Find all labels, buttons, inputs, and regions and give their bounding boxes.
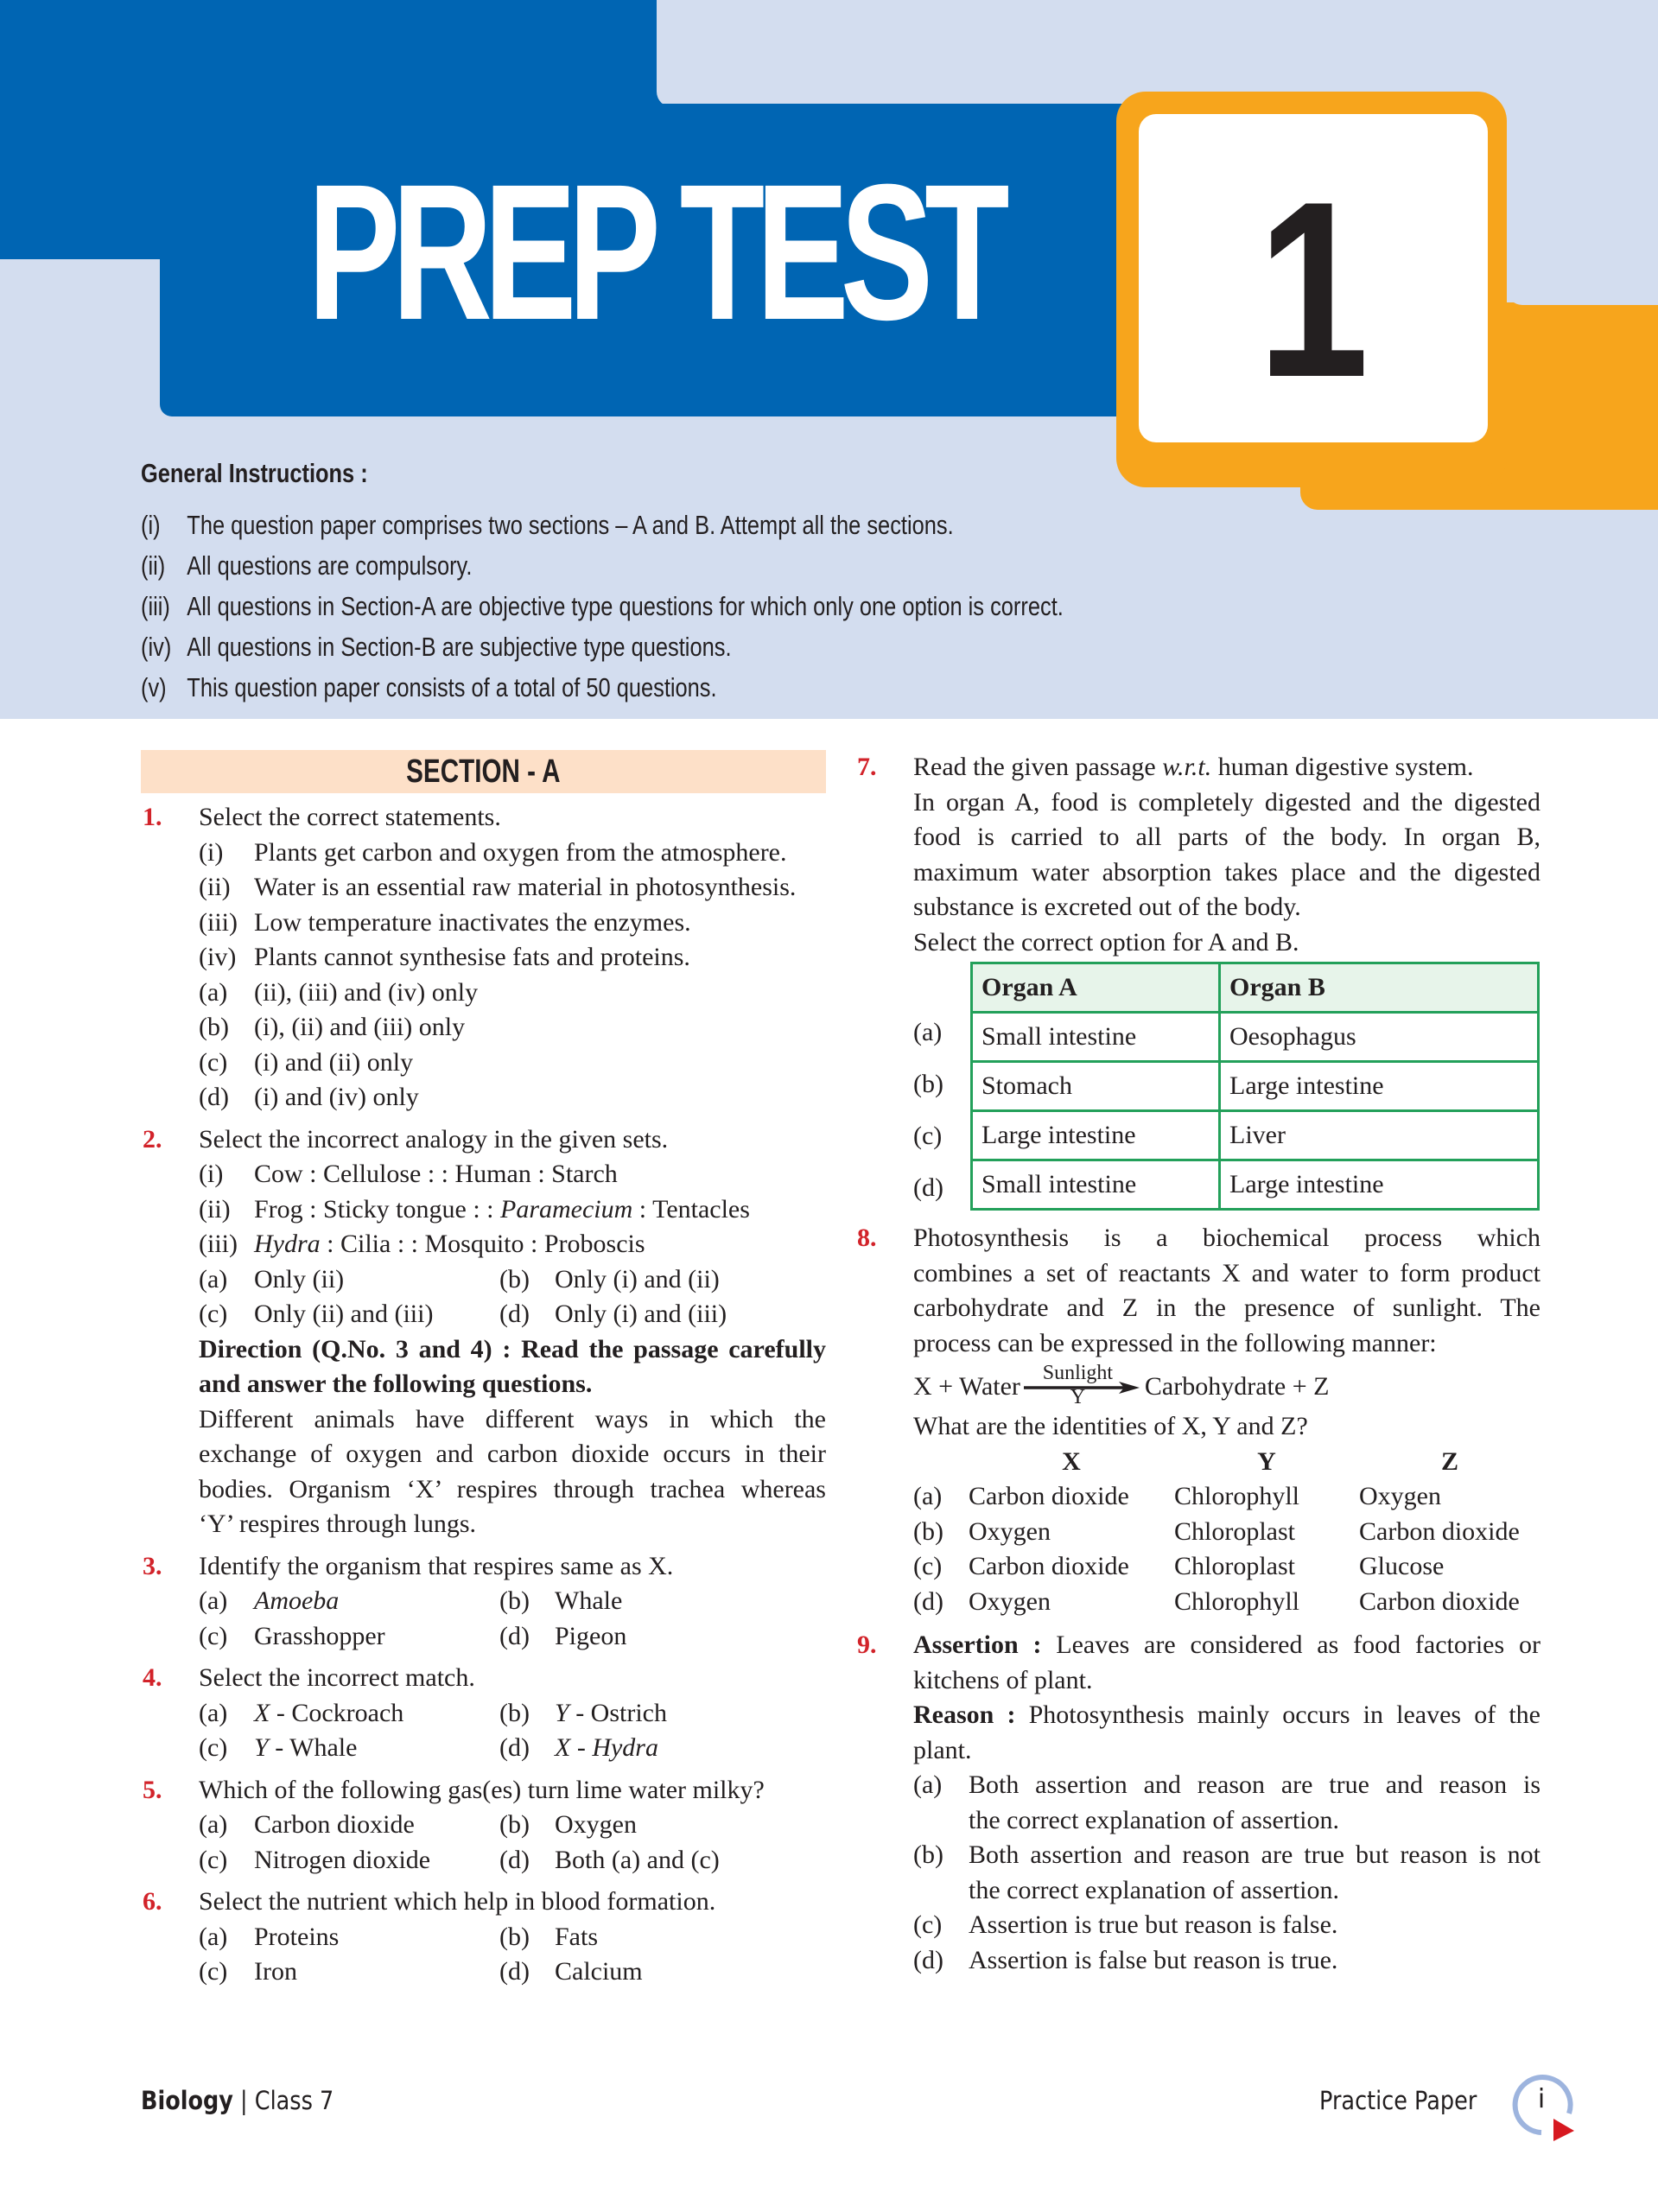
instruction-item: (iv) All questions in Section-B are subjective type questions.	[141, 632, 732, 662]
passage-line: Different animals have different ways in which the	[199, 1404, 826, 1433]
options-grid	[199, 1696, 826, 1766]
table-row[interactable]	[972, 1013, 1539, 1062]
option[interactable]: (b) Whale	[499, 1586, 623, 1615]
question-2	[141, 1122, 826, 1542]
header-band	[0, 0, 1658, 719]
option[interactable]: (b) Both assertion and reason are true but reason is not the correct explanation of assertion.	[913, 1840, 1540, 1904]
option-z: Carbon dioxide	[1359, 1586, 1520, 1616]
question-stem: Read the given passage w.r.t. human digestive system.	[913, 753, 1474, 781]
reason-line: Reason : Photosynthesis mainly occurs in leaves of the	[913, 1700, 1540, 1729]
table-cell: Small intestine	[972, 1013, 1220, 1062]
option-z: Carbon dioxide	[1359, 1516, 1520, 1546]
organ-table	[970, 962, 1540, 1211]
reason-line: plant.	[913, 1735, 972, 1764]
question-6	[141, 1885, 826, 1990]
option[interactable]: (b) Fats	[499, 1922, 599, 1951]
statement: (iv) Plants cannot synthesise fats and proteins.	[199, 943, 690, 971]
option-label[interactable]: (a)	[913, 1482, 943, 1510]
option[interactable]: (a) Amoeba	[199, 1586, 340, 1615]
row-label: (b)	[913, 1070, 943, 1098]
option[interactable]: (c) Nitrogen dioxide	[199, 1845, 431, 1874]
question-number: 7.	[857, 753, 877, 781]
question-number: 2.	[143, 1124, 162, 1154]
table-cell: Stomach	[972, 1062, 1220, 1111]
question-stem: Select the incorrect match.	[199, 1663, 475, 1692]
instruction-item: (i) The question paper comprises two sections – A and B. Attempt all the sections.	[141, 510, 954, 540]
table-header: Organ B	[1220, 963, 1539, 1013]
arrow-catalyst: Y	[1070, 1386, 1086, 1408]
option-label[interactable]: (b)	[913, 1516, 943, 1546]
passage-line: combines a set of reactants X and water to form product	[913, 1258, 1540, 1287]
option-x: Carbon dioxide	[969, 1552, 1129, 1580]
instruction-item: (ii) All questions are compulsory.	[141, 550, 473, 581]
statement: (i) Plants get carbon and oxygen from the atmosphere.	[199, 837, 787, 867]
option[interactable]: (d) Pigeon	[499, 1621, 627, 1650]
statement: (iii) Hydra : Cilia : : Mosquito : Proboscis	[199, 1230, 645, 1258]
reaction-rhs: Carbohydrate + Z	[1144, 1371, 1330, 1401]
question-9	[855, 1628, 1540, 1978]
passage-line: carbohydrate and Z in the presence of sunlight. The	[913, 1294, 1540, 1322]
option[interactable]: (d) X - Hydra	[499, 1733, 658, 1762]
table-header-row	[972, 963, 1539, 1013]
header-light-notch	[1507, 92, 1658, 305]
option[interactable]: (a) Only (ii)	[199, 1264, 345, 1294]
question-number: 1.	[143, 803, 162, 831]
direction-heading: and answer the following questions.	[199, 1370, 593, 1398]
option[interactable]: (a) Both assertion and reason are true and reason is the correct explanation of assertion.	[913, 1770, 1540, 1834]
question-stem: Select the incorrect analogy in the given sets.	[199, 1124, 669, 1154]
organ-table-wrap	[913, 962, 1540, 1211]
question-number: 8.	[857, 1224, 877, 1252]
option[interactable]: (c) Iron	[199, 1957, 297, 1986]
passage-line: Photosynthesis is a biochemical process which	[913, 1224, 1540, 1252]
option-label[interactable]: (d)	[913, 1586, 943, 1616]
table-cell: Liver	[1220, 1111, 1539, 1160]
option[interactable]: (a) (ii), (iii) and (iv) only	[199, 977, 479, 1007]
assertion-line: kitchens of plant.	[913, 1665, 1093, 1694]
option[interactable]: (d) Only (i) and (iii)	[499, 1300, 727, 1328]
option[interactable]: (a) Proteins	[199, 1922, 340, 1951]
header-blue-block	[0, 0, 160, 251]
row-label: (c)	[913, 1122, 943, 1150]
right-column	[855, 750, 1540, 1985]
passage-line: ‘Y’ respires through lungs.	[199, 1510, 477, 1538]
question-8	[855, 1221, 1540, 1619]
question-number: 3.	[143, 1551, 162, 1580]
passage-line: bodies. Organism ‘X’ respires through trachea whereas	[199, 1474, 826, 1503]
option-y: Chlorophyll	[1174, 1482, 1300, 1510]
table-cell: Oesophagus	[1220, 1013, 1539, 1062]
reaction-equation	[913, 1364, 1540, 1409]
question-number: 5.	[143, 1775, 162, 1804]
passage-line: In organ A, food is completely digested and the digested	[913, 787, 1540, 817]
table-header: Organ A	[972, 963, 1220, 1013]
option-x: Oxygen	[969, 1586, 1051, 1616]
option-x: Oxygen	[969, 1516, 1051, 1546]
option[interactable]: (a) X - Cockroach	[199, 1698, 404, 1727]
page-number-badge	[1500, 2065, 1586, 2152]
options-grid	[199, 1808, 826, 1878]
instruction-item: (iii) All questions in Section-A are objective type questions for which only one option is correct.	[141, 591, 1064, 621]
passage-line: food is carried to all parts of the body. In organ B,	[913, 823, 1540, 851]
table-cell: Small intestine	[972, 1160, 1220, 1210]
direction-heading: Direction (Q.No. 3 and 4) : Read the passage carefully	[199, 1334, 826, 1363]
header-orange-tab	[1507, 302, 1658, 389]
instructions-list	[141, 505, 1266, 708]
question-4	[141, 1661, 826, 1766]
row-label: (d)	[913, 1173, 943, 1202]
question-prompt: What are the identities of X, Y and Z?	[913, 1412, 1308, 1440]
table-row[interactable]	[972, 1062, 1539, 1111]
question-stem: Identify the organism that respires same as X.	[199, 1551, 674, 1580]
option[interactable]: (c) (i) and (ii) only	[199, 1047, 414, 1077]
xyz-options	[913, 1445, 1540, 1620]
footer-separator: |	[240, 2086, 248, 2115]
options-grid	[199, 1262, 826, 1332]
table-cell: Large intestine	[1220, 1160, 1539, 1210]
arrow-condition: Sunlight	[1042, 1362, 1114, 1384]
option[interactable]: (b) Y - Ostrich	[499, 1698, 667, 1727]
passage-line: process can be expressed in the following manner:	[913, 1328, 1437, 1357]
statement: (iii) Low temperature inactivates the enzymes.	[199, 907, 691, 937]
table-row[interactable]	[972, 1160, 1539, 1210]
question-number: 6.	[143, 1887, 162, 1916]
table-cell: Large intestine	[972, 1111, 1220, 1160]
table-row[interactable]	[972, 1111, 1539, 1160]
option-y: Chlorophyll	[1174, 1586, 1300, 1616]
option[interactable]: (d) Both (a) and (c)	[499, 1845, 720, 1874]
question-5	[141, 1773, 826, 1878]
option[interactable]: (c) Assertion is true but reason is false.	[913, 1910, 1338, 1939]
option-y: Chloroplast	[1174, 1552, 1295, 1580]
question-stem: Which of the following gas(es) turn lime water milky?	[199, 1775, 765, 1804]
option-label[interactable]: (c)	[913, 1552, 943, 1580]
reaction-lhs: X + Water	[913, 1371, 1020, 1401]
footer-paper-label: Practice Paper	[1319, 2086, 1477, 2115]
option-z: Oxygen	[1359, 1482, 1441, 1510]
passage-line: substance is excreted out of the body.	[913, 893, 1301, 921]
statement: (ii) Frog : Sticky tongue : : Paramecium : Tentacles	[199, 1194, 750, 1224]
option-x: Carbon dioxide	[969, 1482, 1129, 1510]
passage-line: exchange of oxygen and carbon dioxide occurs in their	[199, 1440, 826, 1468]
page-title: PREP TEST	[308, 144, 1001, 360]
question-3	[141, 1549, 826, 1655]
option[interactable]: (c) Grasshopper	[199, 1621, 385, 1650]
column-header: Z	[1440, 1446, 1458, 1476]
option[interactable]: (c) Y - Whale	[199, 1733, 358, 1762]
instruction-item: (v) This question paper consists of a total of 50 questions.	[141, 672, 717, 702]
option[interactable]: (d) (i) and (iv) only	[199, 1083, 419, 1111]
question-stem: Select the nutrient which help in blood formation.	[199, 1887, 716, 1916]
column-header: X	[1062, 1446, 1081, 1476]
options-grid	[199, 1920, 826, 1990]
reaction-arrow	[1024, 1364, 1141, 1409]
option[interactable]: (a) Carbon dioxide	[199, 1810, 415, 1839]
table-cell: Large intestine	[1220, 1062, 1539, 1111]
passage-line: maximum water absorption takes place and the digested	[913, 857, 1540, 887]
test-number: 1	[1257, 149, 1369, 429]
option[interactable]: (c) Only (ii) and (iii)	[199, 1300, 434, 1328]
question-number: 4.	[143, 1663, 162, 1692]
row-label: (a)	[913, 1018, 943, 1046]
option[interactable]: (d) Assertion is false but reason is true.	[913, 1945, 1338, 1974]
left-column	[141, 750, 826, 1997]
assertion-line: Assertion : Leaves are considered as food factories or	[913, 1630, 1540, 1659]
question-number: 9.	[857, 1630, 877, 1659]
column-header: Y	[1257, 1446, 1276, 1476]
options-grid	[199, 1584, 826, 1654]
option-y: Chloroplast	[1174, 1516, 1295, 1546]
section-heading: SECTION - A	[141, 750, 826, 793]
option[interactable]: (d) Calcium	[499, 1957, 643, 1986]
instructions-title: General Instructions :	[141, 458, 368, 488]
option[interactable]: (b) (i), (ii) and (iii) only	[199, 1013, 466, 1041]
question-stem: Select the correct statements.	[199, 803, 501, 831]
statement: (i) Cow : Cellulose : : Human : Starch	[199, 1160, 618, 1188]
option[interactable]: (b) Oxygen	[499, 1810, 637, 1839]
footer-subject: Biology | Class 7	[141, 2086, 334, 2115]
statement: (ii) Water is an essential raw material in photosynthesis.	[199, 873, 797, 901]
page-number: i	[1537, 2084, 1546, 2114]
question-7	[855, 750, 1540, 1211]
question-prompt: Select the correct option for A and B.	[913, 927, 1299, 957]
option[interactable]: (b) Only (i) and (ii)	[499, 1264, 720, 1294]
question-1	[141, 800, 826, 1116]
option-z: Glucose	[1359, 1552, 1445, 1580]
